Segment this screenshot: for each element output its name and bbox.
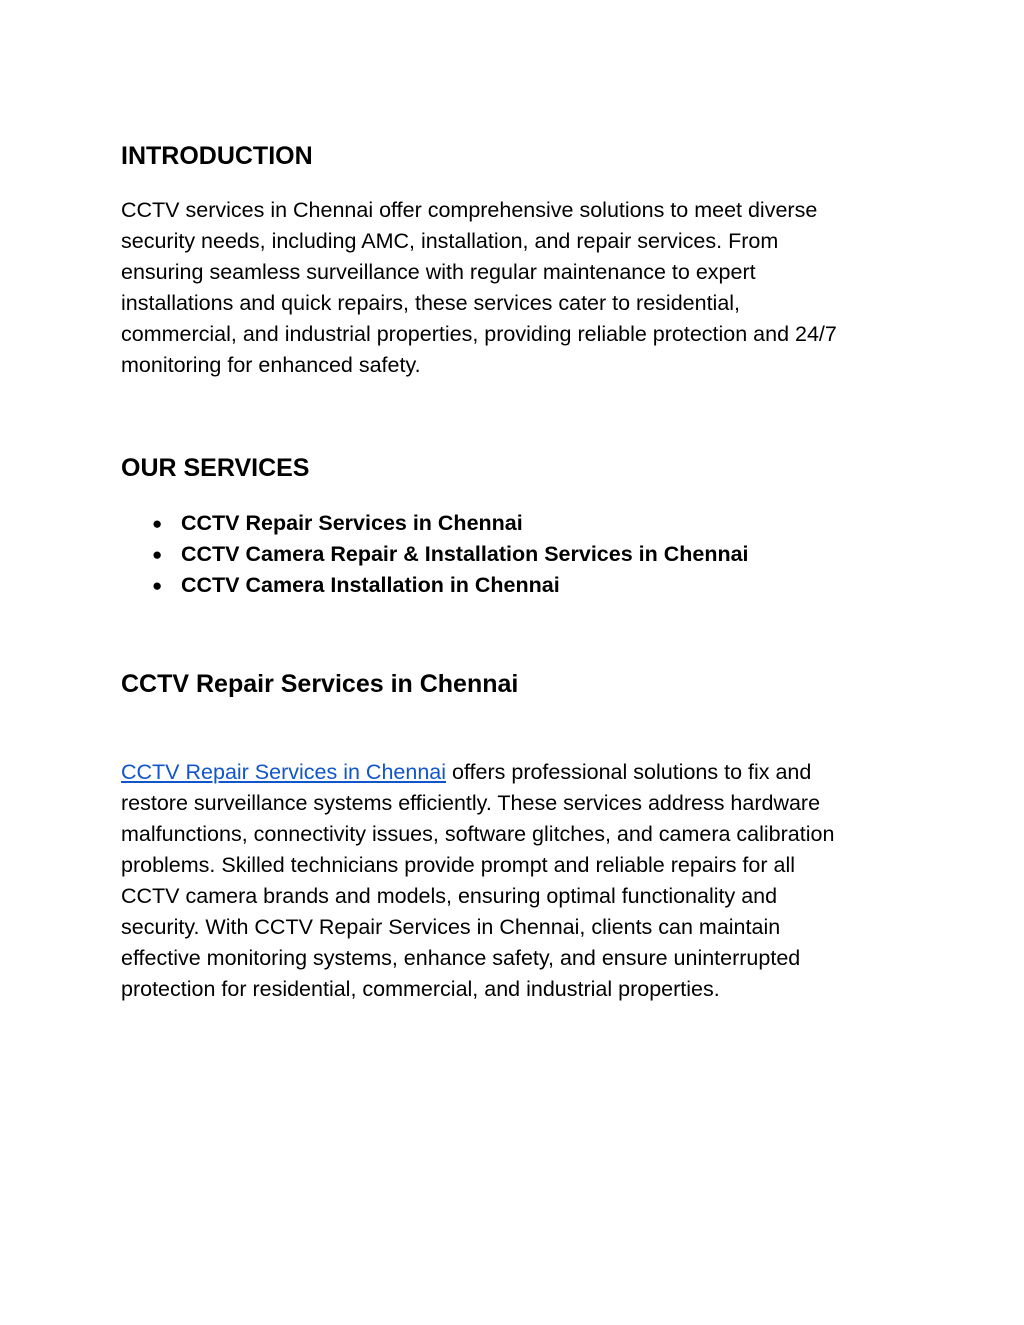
paragraph-line — [121, 757, 921, 788]
paragraph-line-rest: offers professional solutions to fix and — [446, 760, 812, 784]
paragraph-line: CCTV camera brands and models, ensuring optimal functionality and — [121, 884, 778, 908]
paragraph-line: effective monitoring systems, enhance safety, and ensure uninterrupted — [121, 946, 801, 970]
paragraph-line: CCTV services in Chennai offer comprehensive solutions to meet diverse — [121, 198, 818, 222]
repair-services-paragraph — [121, 757, 921, 1005]
paragraph-line: restore surveillance systems efficiently. These services address hardware — [121, 791, 821, 815]
paragraph-line: security needs, including AMC, installation, and repair services. From — [121, 229, 779, 253]
paragraph-line: problems. Skilled technicians provide prompt and reliable repairs for all — [121, 853, 795, 877]
service-item-label: CCTV Repair Services in Chennai — [181, 511, 523, 535]
introduction-heading: INTRODUCTION — [121, 142, 313, 170]
bullet-icon: ● — [152, 545, 163, 564]
service-item-label: CCTV Camera Repair & Installation Services in Chennai — [181, 542, 749, 566]
bullet-icon: ● — [152, 576, 163, 595]
paragraph-line: security. With CCTV Repair Services in Chennai, clients can maintain — [121, 915, 781, 939]
paragraph-line: monitoring for enhanced safety. — [121, 353, 421, 377]
repair-services-heading: CCTV Repair Services in Chennai — [121, 670, 519, 698]
introduction-paragraph — [121, 195, 921, 381]
paragraph-line: protection for residential, commercial, and industrial properties. — [121, 977, 720, 1001]
paragraph-line: malfunctions, connectivity issues, software glitches, and camera calibration — [121, 822, 835, 846]
paragraph-line: ensuring seamless surveillance with regular maintenance to expert — [121, 260, 756, 284]
repair-services-link[interactable]: CCTV Repair Services in Chennai — [121, 760, 447, 784]
service-item-label: CCTV Camera Installation in Chennai — [181, 573, 560, 597]
our-services-heading: OUR SERVICES — [121, 454, 310, 482]
paragraph-line: installations and quick repairs, these services cater to residential, — [121, 291, 741, 315]
bullet-icon: ● — [152, 514, 163, 533]
paragraph-line: commercial, and industrial properties, providing reliable protection and 24/7 — [121, 322, 837, 346]
